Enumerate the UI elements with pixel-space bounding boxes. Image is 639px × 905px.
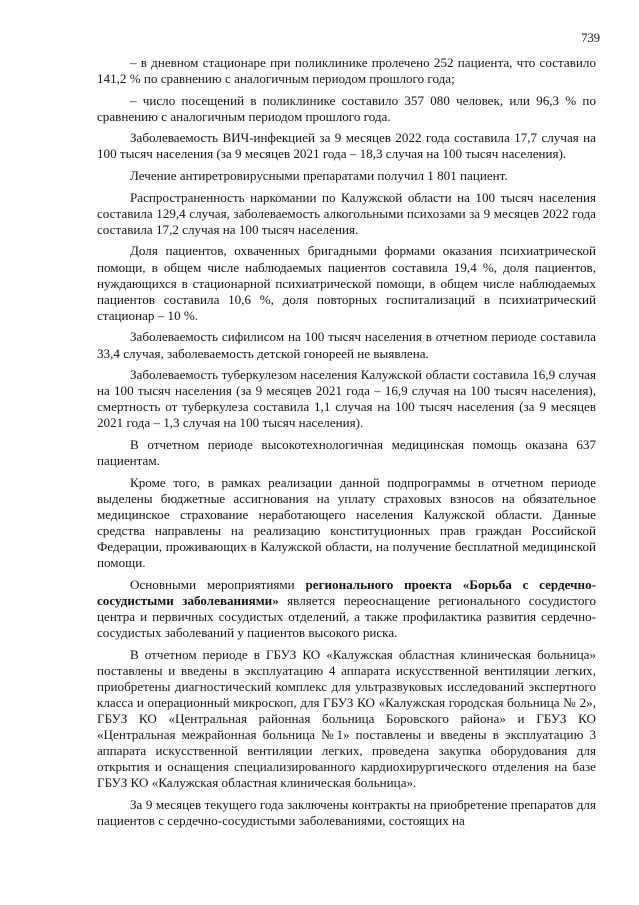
- regional-project-title: регионального проекта «Борьба с сердечно-сосудистыми заболеваниями»: [97, 576, 596, 608]
- paragraph-equipment-supply: В отчетном периоде в ГБУЗ КО «Калужская областная клиническая больница» поставлены и введены в эксплуатацию 4 аппарата искусственной вентиляции легких, приобретены диагностический комплекс для ультразвуковых исследований экспертного класса и операционный микроскоп, для ГБУЗ КО «Калужская городская больница № 2», ГБУЗ КО «Центральная районная больница Боровского района» и ГБУЗ КО «Центральная межрайонная больница №1» поставлены и введены в эксплуатацию 3 аппарата искусственной вентиляции легких, проведена закупка оборудования для открытия и оснащения специализированного кардиохирургического отделения на базе ГБУЗ КО «Калужская областная клиническая больница».: [97, 646, 596, 791]
- paragraph-drug-addiction: Распространенность наркомании по Калужской области на 100 тысяч населения составила 129,4 случая, заболеваемость алкогольными психозами за 9 месяцев 2022 года составила 17,2 случая на 100 тысяч населения.: [97, 189, 596, 237]
- paragraph-text-after: является переоснащение регионального сосудистого центра и первичных сосудистых отделений, а также профилактика развития сердечно-сосудистых заболеваний у пациентов высокого риска.: [97, 592, 596, 640]
- paragraph-psychiatric-care: Доля пациентов, охваченных бригадными формами оказания психиатрической помощи, в общем числе наблюдаемых пациентов составила 19,4 %, доля пациентов, нуждающихся в стационарной психиатрической помощи, в общем числе наблюдаемых пациентов составила 10,6 %, доля повторных госпитализаций в психиатрический стационар – 10 %.: [97, 243, 596, 323]
- paragraph-text-before: Основными мероприятиями: [130, 576, 306, 592]
- document-body: [97, 55, 596, 835]
- page-number: 739: [581, 31, 600, 45]
- paragraph-cardiovascular-project: [97, 577, 596, 641]
- paragraph-polyclinic-visits: – число посещений в поликлинике составило 357 080 человек, или 96,3 % по сравнению с аналогичным периодом прошлого года.: [97, 92, 596, 124]
- paragraph-day-hospital: – в дневном стационаре при поликлинике пролечено 252 пациента, что составило 141,2 % по сравнению с аналогичным периодом прошлого года;: [97, 55, 596, 87]
- paragraph-insurance-funding: Кроме того, в рамках реализации данной подпрограммы в отчетном периоде выделены бюджетные ассигнования на уплату страховых взносов на обязательное медицинское страхование неработающего населения Калужской области. Данные средства направлены на реализацию конституционных прав граждан Российской Федерации, проживающих в Калужской области, на получение бесплатной медицинской помощи.: [97, 474, 596, 571]
- paragraph-hiv-incidence: Заболеваемость ВИЧ-инфекцией за 9 месяцев 2022 года составила 17,7 случая на 100 тысяч населения (за 9 месяцев 2021 года – 18,3 случая на 100 тысяч населения).: [97, 130, 596, 162]
- paragraph-drug-contracts: За 9 месяцев текущего года заключены контракты на приобретение препаратов для пациентов с сердечно-сосудистыми заболеваниями, состоящих на: [97, 796, 596, 829]
- paragraph-tuberculosis: Заболеваемость туберкулезом населения Калужской области составила 16,9 случая на 100 тысяч населения (за 9 месяцев 2021 года – 16,9 случая на 100 тысяч населения), смертность от туберкулеза составила 1,1 случая на 100 тысяч населения (за 9 месяцев 2021 года – 1,3 случая на 100 тысяч населения).: [97, 367, 596, 431]
- paragraph-antiretroviral-treatment: Лечение антиретровирусными препаратами получил 1 801 пациент.: [130, 168, 508, 184]
- paragraph-syphilis: Заболеваемость сифилисом на 100 тысяч населения в отчетном периоде составила 33,4 случая, заболеваемость детской гонореей не выявлена.: [97, 329, 596, 361]
- paragraph-high-tech-care: В отчетном периоде высокотехнологичная медицинская помощь оказана 637 пациентам.: [97, 436, 596, 469]
